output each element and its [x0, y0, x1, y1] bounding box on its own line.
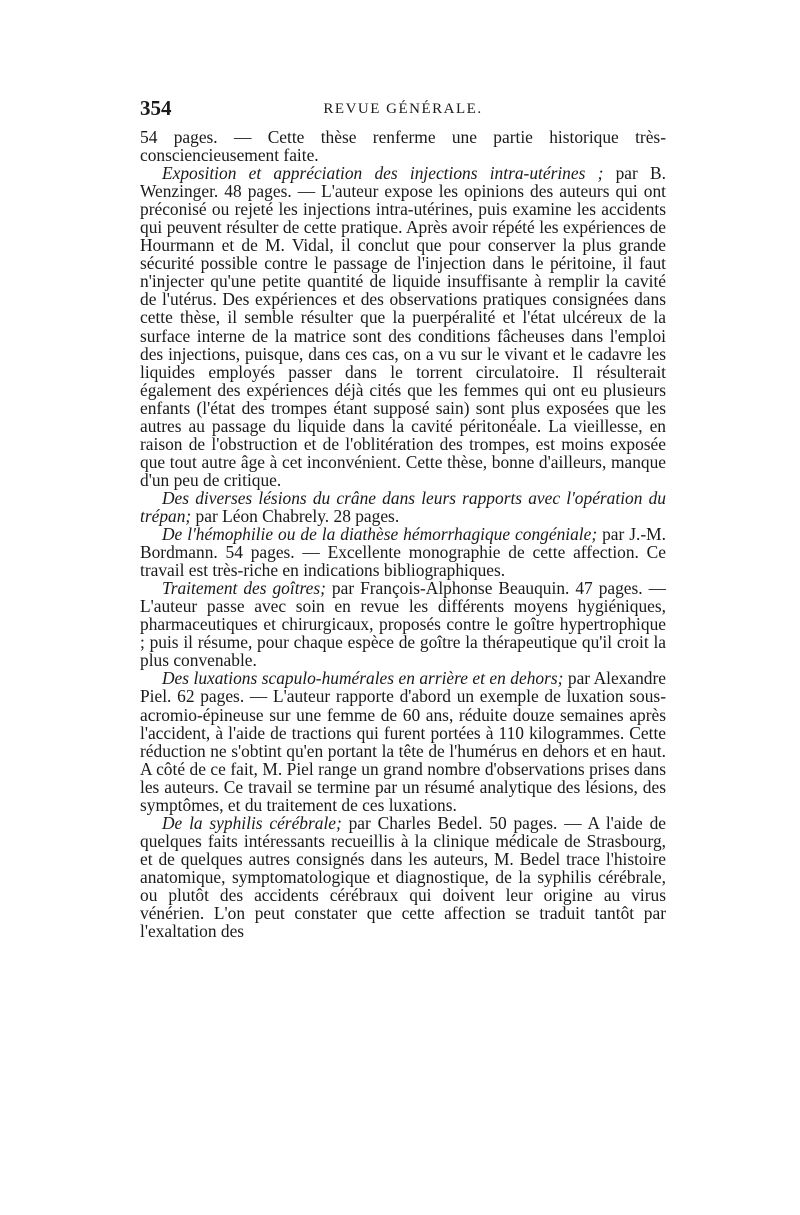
thesis-entry-goitres — [140, 579, 666, 669]
thesis-summary: par J.-M. Bordmann. 54 pages. — Excellente monographie de cette affection. Ce travail est très-riche en indications bibliographiques. — [140, 524, 666, 581]
running-head — [140, 96, 666, 120]
page-number: 354 — [140, 96, 172, 120]
thesis-summary: par François-Alphonse Beauquin. 47 pages. — L'auteur passe avec soin en revue les différents moyens hygiéniques, pharmaceutiques et chirurgicaux, proposés contre le goître hypertrophique ; puis il résume, pour chaque espèce de goître la thérapeutique qu'il croit la plus convenable. — [140, 578, 666, 671]
thesis-summary: par Alexandre Piel. 62 pages. — L'auteur rapporte d'abord un exemple de luxation sous-acromio-épineuse sur une femme de 60 ans, réduite douze semaines après l'accident, à l'aide de tractions qui furent portées à 110 kilogrammes. Cette réduction ne s'obtint qu'en portant la tête de l'humérus en dehors et en haut. A côté de ce fait, M. Piel range un grand nombre d'observations prises dans les auteurs. Ce travail se termine par un résumé analytique des lésions, des symptômes, et du traitement de ces luxations. — [140, 668, 666, 815]
paragraph-continuation — [140, 128, 666, 164]
thesis-title: De la syphilis cérébrale; — [162, 812, 342, 833]
thesis-summary: par Charles Bedel. 50 pages. — A l'aide de quelques faits intéressants recueillis à la clinique médicale de Strasbourg, et de quelques autres consignés dans les auteurs, M. Bedel trace l'histoire anatomique, symptomatologique et diagnostique, de la syphilis cérébrale, ou plutôt des accidents cérébraux qui doivent leur origine au virus vénérien. L'on peut constater que cette affection se traduit tantôt par l'exaltation des — [140, 812, 666, 942]
paragraph-text: 54 pages. — Cette thèse renferme une partie historique très-consciencieusement faite. — [140, 127, 666, 166]
thesis-entry-lesions-crane — [140, 489, 666, 525]
thesis-entry-syphilis — [140, 814, 666, 940]
thesis-title: Traitement des goîtres; — [162, 578, 326, 599]
thesis-summary: par B. Wenzinger. 48 pages. — L'auteur expose les opinions des auteurs qui ont préconisé ou rejeté les injections intra-utérines, puis examine les accidents qui peuvent résulter de cette pratique. Après avoir répété les expériences de Hourmann et de M. Vidal, il conclut que pour conserver la plus grande sécurité possible contre le passage de l'injection dans le péritoine, il faut n'injecter qu'une petite quantité de liquide insuffisante à remplir la cavité de l'utérus. Des expériences et des observations pratiques consignées dans cette thèse, il semble résulter que la puerpéralité et l'état ulcéreux de la surface interne de la matrice sont des conditions fâcheuses dans l'emploi des injections, puisque, dans ces cas, on a vu sur le vivant et le cadavre les liquides employés passer dans le torrent circulatoire. Il résulterait également des expériences déjà cités que les femmes qui ont eu plusieurs enfants (l'état des trompes étant supposé sain) sont plus exposées que les autres au passage du liquide dans la cavité péritonéale. La vieillesse, en raison de l'obstruction et de l'oblitération des trompes, est moins exposée que tout autre âge à cet inconvénient. Cette thèse, bonne d'ailleurs, manque d'un peu de critique. — [140, 163, 666, 490]
body-text — [140, 128, 666, 940]
thesis-title: Des luxations scapulo-humérales en arrière et en dehors; — [162, 668, 564, 689]
thesis-title: Des diverses lésions du crâne dans leurs rapports avec l'opération du trépan; — [140, 487, 666, 526]
book-page — [140, 96, 666, 940]
thesis-title: Exposition et appréciation des injections intra-utérines ; — [162, 163, 604, 184]
thesis-entry-luxations — [140, 669, 666, 813]
thesis-entry-injections — [140, 164, 666, 489]
thesis-title: De l'hémophilie ou de la diathèse hémorrhagique congéniale; — [162, 524, 598, 545]
running-title: REVUE GÉNÉRALE. — [323, 101, 483, 117]
thesis-entry-hemophilie — [140, 525, 666, 579]
thesis-summary: par Léon Chabrely. 28 pages. — [191, 505, 400, 526]
